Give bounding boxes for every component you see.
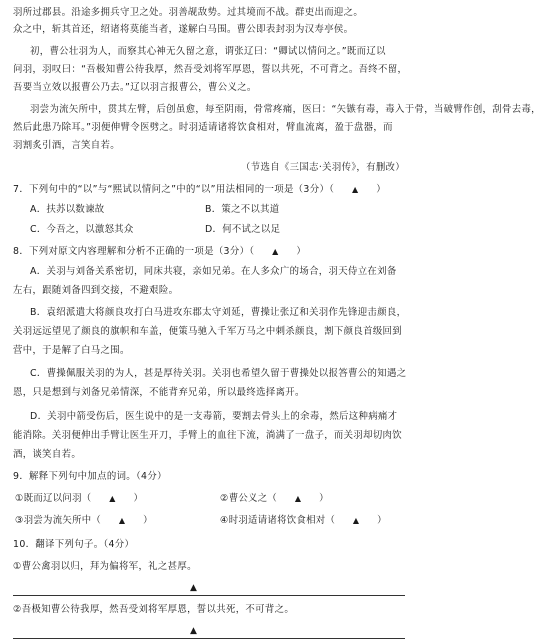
passage-line: 羽割炙引酒，言笑自若。 — [13, 140, 120, 151]
q8-option-d-cont: 酒，谈笑自若。 — [13, 449, 82, 460]
q9-item-text: ④时羽适请诸将饮食相对（ — [220, 515, 336, 526]
answer-mark: ▲ — [272, 247, 279, 256]
q9-item-4 — [220, 514, 387, 527]
q7-option-a: A．扶苏以数谏故 — [30, 204, 105, 215]
q9-close: ） — [319, 493, 329, 504]
q7-stem — [13, 183, 405, 196]
answer-mark: ▲ — [351, 185, 359, 194]
q8-option-b-cont: 关羽远远望见了颜良的旗帜和车盖，便策马驰入千军万马之中刺杀颜良，割下颜良首级回到 — [13, 326, 403, 337]
q8-option-b-cont: 营中，于是解了白马之围。 — [13, 345, 130, 356]
q10-stem: 10．翻译下列句子。（4分） — [13, 539, 135, 550]
answer-mark: ▲ — [294, 494, 302, 503]
passage-line: 众之中，斩其首还，绍诸将莫能当者，遂解白马围。曹公即表封羽为汉寿亭侯。 — [13, 24, 354, 35]
q9-item-text: ①既而辽以问羽（ — [15, 493, 92, 504]
q9-stem: 9．解释下列句中加点的词。（4分） — [13, 471, 167, 482]
q8-option-a: A．关羽与刘备关系密切，同床共寝，亲如兄弟。在人多众广的场合，羽天侍立在刘备 — [30, 266, 397, 277]
q7-option-b: B．策之不以其道 — [205, 204, 280, 215]
passage-line: 然后此患乃除耳。”羽便伸臂令医劈之。时羽适请诸将饮食相对，臂血流离，盈于盘器，而 — [13, 122, 393, 133]
q7-option-c: C．今吾之，以激怒其众 — [30, 224, 134, 235]
q10-sentence-1: ①曹公禽羽以归，拜为偏将军，礼之甚厚。 — [13, 561, 197, 572]
passage-line: 吾要当立效以报曹公乃去。”辽以羽言报曹公，曹公义之。 — [13, 82, 257, 93]
answer-line-1[interactable] — [13, 595, 405, 596]
q8-option-d-cont: 能消除。关羽便伸出手臂让医生开刀，手臂上的血往下流，淌满了一盘子，而关羽却切肉饮 — [13, 430, 403, 441]
passage-line: 羽尝为流矢所中，贯其左臂，后创虽愈，每至阴雨，骨常疼痛，医曰：“矢镞有毒，毒入于骨，当破臂作创，刮骨去毒， — [30, 104, 541, 115]
passage-line: 初，曹公壮羽为人，而察其心神无久留之意，谓张辽曰：“卿试以情问之。”既而辽以 — [30, 46, 386, 57]
q8-stem-text: 8．下列对原文内容理解和分析不正确的一项是（3分）（ — [13, 246, 255, 257]
q9-close: ） — [143, 515, 153, 526]
q8-stem — [13, 245, 405, 258]
q10-sentence-2: ②吾极知曹公待我厚，然吾受刘将军厚恩，誓以共死，不可背之。 — [13, 604, 295, 615]
q8-option-d: D．关羽中箭受伤后，医生说中的是一支毒箭，要割去骨头上的余毒，然后这种病痛才 — [30, 411, 398, 422]
q7-option-d: D．何不试之以足 — [205, 224, 281, 235]
q7-stem-text: 7．下列句中的“以”与“熙试以情问之”中的“以”用法相同的一项是（3分）（ — [13, 184, 335, 195]
q9-close: ） — [377, 515, 387, 526]
q7-close: ） — [376, 184, 386, 195]
answer-mark: ▲ — [190, 583, 197, 593]
q9-item-text: ②曹公义之（ — [220, 493, 278, 504]
answer-mark: ▲ — [190, 626, 197, 636]
q9-item-1 — [15, 492, 143, 505]
q8-option-b: B．袁绍派遣大将颜良攻打白马进攻东郡太守刘延，曹操让张辽和关羽作先锋迎击颜良， — [30, 307, 407, 318]
q9-item-text: ③羽尝为流矢所中（ — [15, 515, 102, 526]
q8-option-c: C．曹操佩服关羽的为人，甚是厚待关羽。关羽也希望久留于曹操处以报答曹公的知遇之 — [30, 368, 407, 379]
q8-close: ） — [296, 246, 307, 257]
answer-mark: ▲ — [109, 494, 116, 503]
q8-option-a-cont: 左右，跟随刘备四到交接，不避艰险。 — [13, 285, 179, 296]
q9-item-3 — [15, 514, 153, 527]
q9-item-2 — [220, 492, 329, 505]
source-note: （节选自《三国志·关羽传》，有删改） — [241, 162, 405, 173]
answer-mark: ▲ — [352, 516, 360, 525]
answer-mark: ▲ — [118, 516, 126, 525]
passage-line: 问羽，羽叹曰：“吾极知曹公待我厚，然吾受刘将军厚恩，誓以共死，不可背之。吾终不留， — [13, 64, 408, 75]
q9-close: ） — [133, 493, 144, 504]
answer-line-2[interactable] — [13, 638, 405, 639]
passage-line: 羽所过郡县。沿途多拥兵守卫之处。羽善觇敌势。过其境而不战。群吏出而迎之。 — [13, 7, 364, 18]
q8-option-c-cont: 恩，只是想到与刘备兄弟情深，不能背弃兄弟，所以最终选择离开。 — [13, 387, 305, 398]
